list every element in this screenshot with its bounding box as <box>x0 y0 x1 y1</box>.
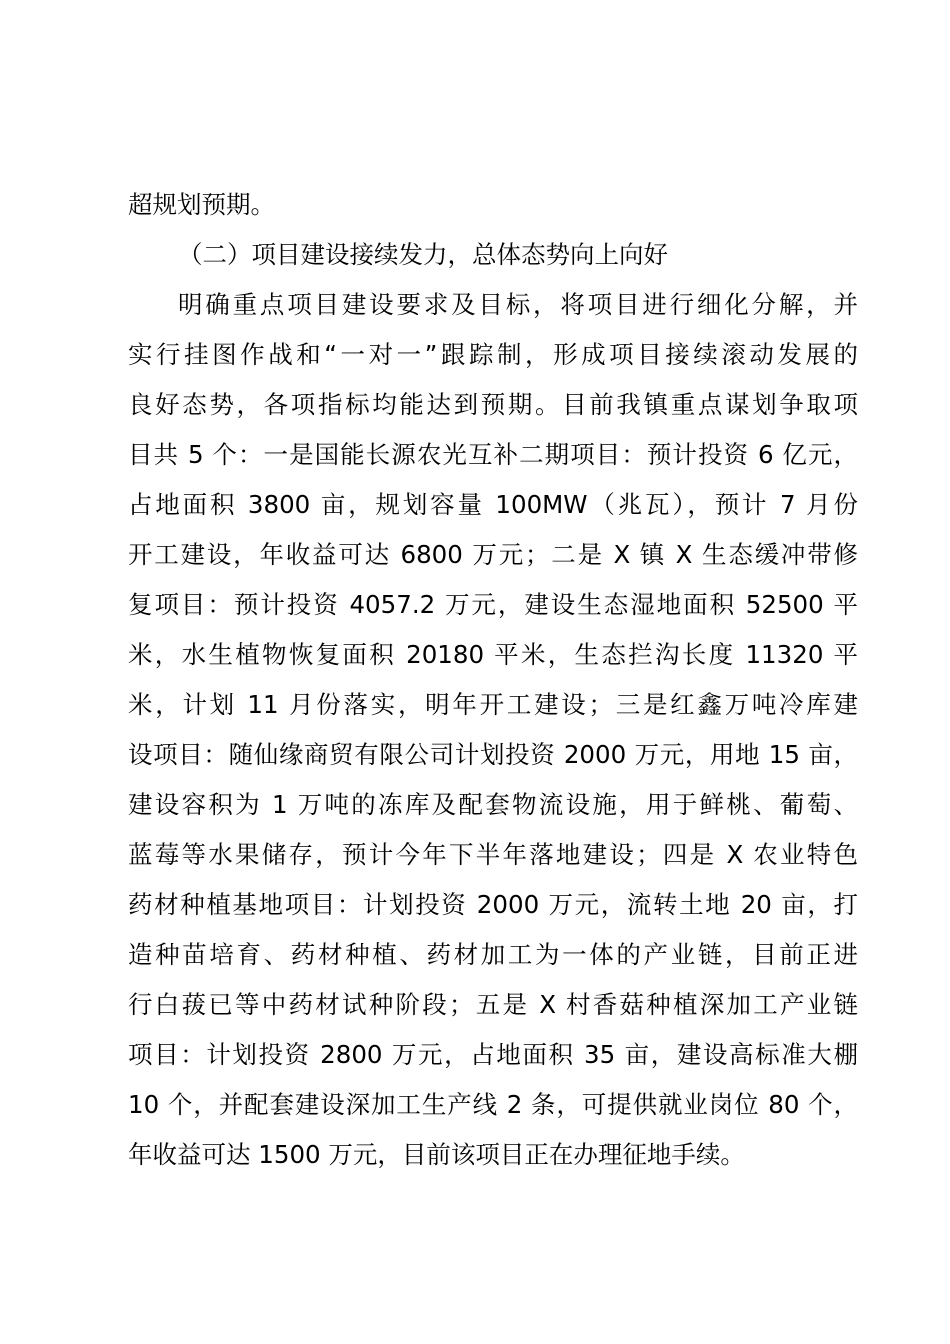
paragraph-line: 实行挂图作战和“一对一”跟踪制，形成项目接续滚动发展的 <box>128 340 858 369</box>
paragraph-line: 造种苗培育、药材种植、药材加工为一体的产业链，目前正进 <box>128 940 858 969</box>
paragraph-line: 复项目：预计投资 4057.2 万元，建设生态湿地面积 52500 平 <box>128 590 858 619</box>
paragraph-line: 开工建设，年收益可达 6800 万元；二是 X 镇 X 生态缓冲带修 <box>128 540 858 569</box>
paragraph-line: 设项目：随仙缘商贸有限公司计划投资 2000 万元，用地 15 亩， <box>128 740 858 769</box>
paragraph-line: 蓝莓等水果储存，预计今年下半年落地建设；四是 X 农业特色 <box>128 840 858 869</box>
paragraph-line: 项目：计划投资 2800 万元，占地面积 35 亩，建设高标准大棚 <box>128 1040 858 1069</box>
paragraph-line: 建设容积为 1 万吨的冻库及配套物流设施，用于鲜桃、葡萄、 <box>128 790 858 819</box>
paragraph-line: 目共 5 个：一是国能长源农光互补二期项目：预计投资 6 亿元， <box>128 440 858 469</box>
paragraph-line: 10 个，并配套建设深加工生产线 2 条，可提供就业岗位 80 个， <box>128 1090 858 1119</box>
paragraph-line: 行白菝已等中药材试种阶段；五是 X 村香菇种植深加工产业链 <box>128 990 858 1019</box>
paragraph-line: 药材种植基地项目：计划投资 2000 万元，流转土地 20 亩，打 <box>128 890 858 919</box>
paragraph-line: 年收益可达 1500 万元，目前该项目正在办理征地手续。 <box>128 1140 745 1169</box>
paragraph-line: 米，水生植物恢复面积 20180 平米，生态拦沟长度 11320 平 <box>128 640 858 669</box>
paragraph-line: 米，计划 11 月份落实，明年开工建设；三是红鑫万吨冷库建 <box>128 690 858 719</box>
paragraph-line: 明确重点项目建设要求及目标，将项目进行细化分解，并 <box>178 290 858 319</box>
section-heading: （二）项目建设接续发力，总体态势向上向好 <box>178 240 668 269</box>
continuation-line: 超规划预期。 <box>128 190 275 219</box>
paragraph-line: 占地面积 3800 亩，规划容量 100MW（兆瓦），预计 7 月份 <box>128 490 858 519</box>
paragraph-line: 良好态势，各项指标均能达到预期。目前我镇重点谋划争取项 <box>128 390 858 419</box>
